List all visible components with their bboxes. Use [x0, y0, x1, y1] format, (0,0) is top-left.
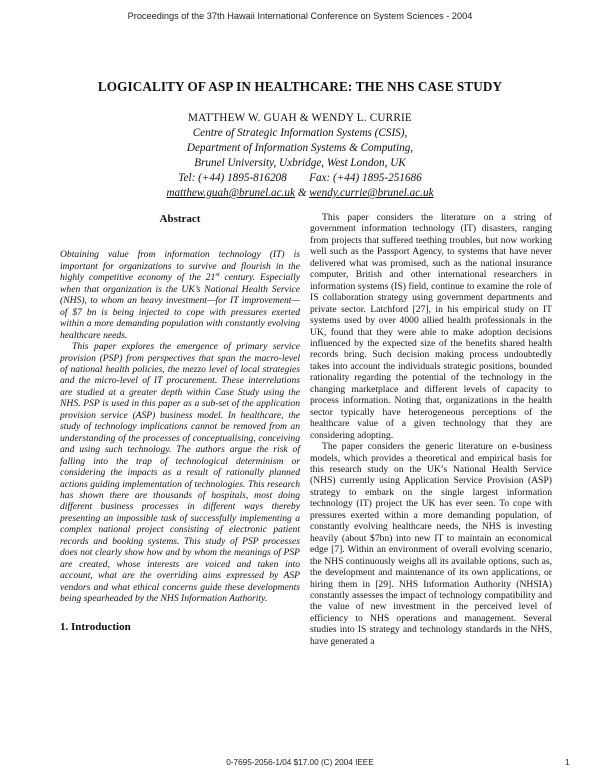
email-separator: & — [294, 187, 310, 199]
contact-line: Tel: (+44) 1895-816208 Fax: (+44) 1895-251686 — [178, 172, 422, 184]
email-line — [0, 186, 600, 201]
abstract-body — [60, 249, 300, 604]
footer-copyright: 0-7695-2056-1/04 $17.00 (C) 2004 IEEE — [226, 758, 374, 767]
abstract-p1-superscript: st — [215, 271, 220, 279]
email-link-guah[interactable]: matthew.guah@brunel.ac.uk — [166, 187, 295, 199]
abstract-p1-part-b: century. Especially when that organization is the UK’s National Health Service (NHS), to whom an heavy investment—for IT improvement—of $7 bn is being injected to cope with pressures exerted within a more demanding population with constantly evolving healthcare needs. — [60, 272, 300, 341]
abstract-paragraph-2: This paper explores the emergence of primary service provision (PSP) from perspectives that span the macro-level of national health policies, the mezzo level of local strategies and the micro-level of IT procurement. These interrelations are studied at a greater depth within Case Study using the NHS. PSP is used in this paper as a sub-set of the application provision service (ASP) business model. In healthcare, the study of technology implications cannot be removed from an understanding of the processes of conceptualising, conceiving and using such technology. The authors argue the risk of falling into the trap of technological determinism or considering the impacts as a result of rationally planned actions guiding implementation of technologies. This research has shown there are thousands of hospitals, most doing different business processes in different ways thereby presenting an impossible task of successfully implementing a complex national project consisting of electronic patient records and booking systems. This study of PSP processes does not clearly show how and by whom the meanings of PSP are created, whose interests are voiced and taken into account, what are the overriding aims expressed by ASP vendors and what ethical concerns guide these developments being spearheaded by the NHS Information Authority. — [60, 341, 300, 605]
body-paragraph-2: The paper considers the generic literature on e-business models, which provides a theoretical and empirical basis for this research study on the UK’s National Health Service (NHS) currently using Application Service Provision (ASP) strategy to embark on the single largest information technology (IT) project the UK has ever seen. To cope with pressures exerted within a more demanding population, of constantly evolving healthcare needs, the NHS is investing heavily (about $7bn) into new IT to maintain an economical edge [7]. Within an environment of overall evolving scenario, the NHS continuously weighs all its available options, such as, the development and maintenance of its own applications, or hiring them in [29]. NHS Information Authority (NHSIA) constantly assesses the impact of technology compatibility and the value of new investment in the perceived level of efficiency to NHS operations and management. Several studies into IS strategy and technology standards in the NHS, have generated a — [310, 441, 552, 647]
email-link-currie[interactable]: wendy.currie@brunel.ac.uk — [309, 187, 434, 199]
abstract-heading: Abstract — [159, 213, 201, 225]
affiliation-line-3: Brunel University, Uxbridge, West London, UK — [194, 157, 406, 169]
running-header: Proceedings of the 37th Hawaii International Conference on System Sciences - 2004 — [127, 11, 473, 21]
page-number: 1 — [565, 757, 570, 767]
affiliation-line-1: Centre of Strategic Information Systems (CSIS), — [192, 127, 408, 139]
author-names: MATTHEW W. GUAH & WENDY L. CURRIE — [188, 112, 412, 124]
paper-title: LOGICALITY OF ASP IN HEALTHCARE: THE NHS CASE STUDY — [97, 79, 503, 94]
affiliation-line-2: Department of Information Systems & Computing, — [186, 142, 414, 154]
section-heading-introduction: 1. Introduction — [60, 620, 131, 633]
author-block — [0, 111, 600, 201]
abstract-p1-part-a: Obtaining value from information technology (IT) is important for organizations to survive and flourish in the highly competitive economy of the 21 — [60, 249, 300, 284]
body-paragraph-1: This paper considers the literature on a string of government information technology (IT) disasters, ranging from projects that suffered teething troubles, but now working well such as the Passport Agency, to systems that have never delivered what was promised, such as the national insurance computer, British and other international researchers in information systems (IS) field, continue to examine the role of IS collaboration strategy using government departments and private sector. Latchford [27], in his empirical study on IT systems used by over 4000 allied health professionals in the UK, found that they were able to make adoption decisions influenced by the expected size of the benefits shared health records bring. Such decision making process undoubtedly takes into account the individuals strategic positions, bounded rationality regarding the potential of the technology in the changing marketplace and different levels of capacity to process information. Noting that, organizations in the health sector typically have heterogeneous perceptions of the healthcare value of a given technology that they are considering adopting. — [310, 212, 552, 441]
left-column — [60, 210, 300, 633]
abstract-paragraph-1 — [60, 249, 300, 341]
right-column — [310, 212, 552, 647]
